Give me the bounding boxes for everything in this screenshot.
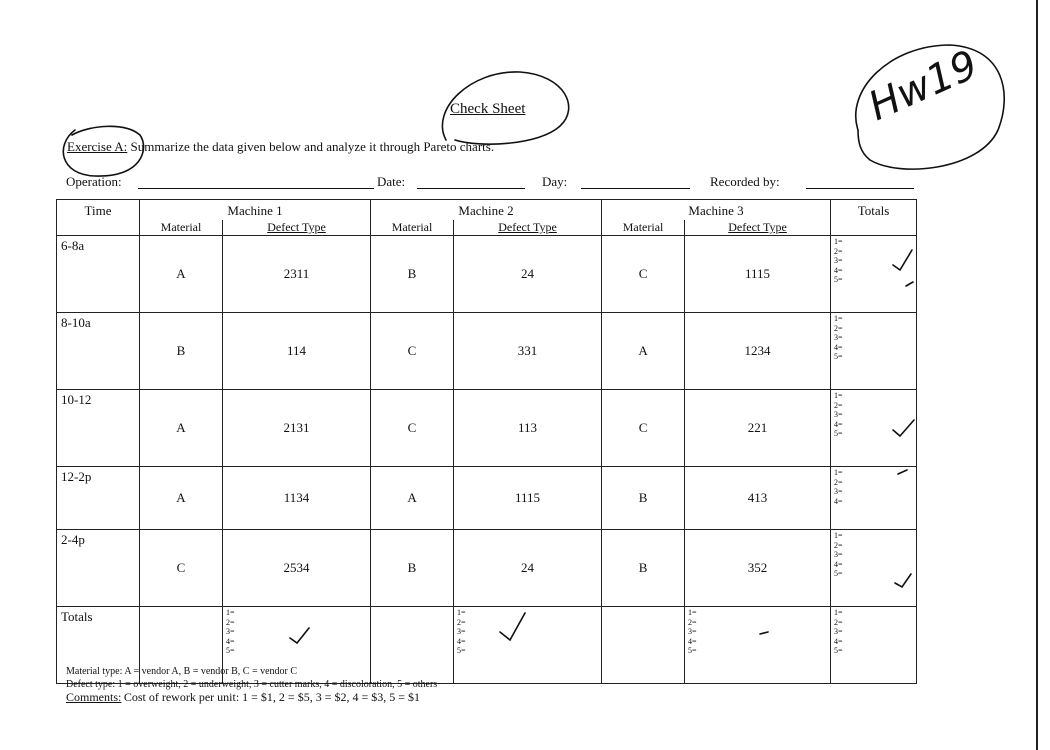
total-line: 2= [834, 400, 843, 410]
defect-cell: 2131 [223, 390, 371, 467]
defect-cell: 2534 [223, 530, 371, 607]
time-cell: 8-10a [57, 313, 140, 390]
row-totals [831, 236, 917, 313]
legend-footer [66, 665, 437, 705]
material-cell: A [371, 467, 454, 530]
page-edge-line [1036, 0, 1038, 750]
row-totals [831, 467, 917, 530]
material-cell: A [602, 313, 685, 390]
material-cell: B [140, 313, 223, 390]
defect-cell: 1115 [685, 236, 831, 313]
material-cell: A [140, 390, 223, 467]
operation-field[interactable] [138, 188, 374, 189]
total-line: 4= [226, 636, 235, 646]
total-line: 3= [834, 333, 843, 342]
total-line: 1= [834, 468, 843, 477]
material-cell: C [602, 390, 685, 467]
total-line: 3= [688, 627, 697, 636]
table-row [57, 467, 917, 530]
m1-material-header: Material [140, 220, 223, 236]
machine-1-header: Machine 1 [140, 200, 371, 221]
defect-cell: 1134 [223, 467, 371, 530]
operation-label: Operation: [66, 174, 122, 189]
totals-row-label: Totals [57, 607, 140, 684]
total-line: 3= [834, 550, 843, 559]
m1-defect-header: Defect Type [223, 220, 371, 236]
total-line: 2= [834, 323, 843, 333]
m3-defect-header: Defect Type [685, 220, 831, 236]
material-cell: A [140, 467, 223, 530]
total-line: 2= [457, 617, 466, 627]
row-totals [831, 390, 917, 467]
date-label: Date: [377, 174, 406, 189]
defect-cell: 413 [685, 467, 831, 530]
date-field[interactable] [417, 188, 525, 189]
exercise-label: Exercise A: [67, 139, 128, 154]
machine-3-header: Machine 3 [602, 200, 831, 221]
empty-cell [602, 607, 685, 684]
total-line: 5= [834, 352, 843, 361]
time-cell: 2-4p [57, 530, 140, 607]
total-line: 4= [834, 342, 843, 352]
recorded-by-field[interactable] [806, 188, 914, 189]
defect-cell: 221 [685, 390, 831, 467]
header-fields [66, 174, 916, 192]
material-cell: C [140, 530, 223, 607]
comments-text: Cost of rework per unit: 1 = $1, 2 = $5, 3 = $2, 4 = $3, 5 = $1 [123, 690, 420, 704]
table-row [57, 530, 917, 607]
grand-totals [831, 607, 917, 684]
day-field[interactable] [581, 188, 690, 189]
defect-cell: 331 [454, 313, 602, 390]
defect-cell: 24 [454, 530, 602, 607]
time-cell: 6-8a [57, 236, 140, 313]
row-totals [831, 530, 917, 607]
total-line: 2= [834, 617, 843, 627]
total-line: 5= [226, 646, 235, 655]
total-line: 4= [834, 496, 843, 506]
total-line: 5= [834, 646, 843, 655]
recorded-by-label: Recorded by: [710, 174, 780, 189]
comments-label: Comments: [66, 690, 122, 704]
total-line: 5= [688, 646, 697, 655]
total-line: 1= [834, 531, 843, 540]
total-line: 3= [834, 487, 843, 496]
machine-3-totals [685, 607, 831, 684]
total-line: 3= [834, 256, 843, 265]
material-cell: A [140, 236, 223, 313]
total-line: 4= [688, 636, 697, 646]
total-line: 5= [457, 646, 466, 655]
total-line: 1= [457, 608, 466, 617]
total-line: 4= [834, 419, 843, 429]
total-line: 3= [834, 410, 843, 419]
material-cell: C [602, 236, 685, 313]
defect-type-legend: Defect type: 1 = overweight, 2 = underweight, 3 = cutter marks, 4 = discoloration, 5 = others [66, 679, 438, 690]
total-line: 5= [834, 569, 843, 578]
material-cell: B [602, 530, 685, 607]
day-label: Day: [542, 174, 568, 189]
time-cell: 12-2p [57, 467, 140, 530]
table-row [57, 390, 917, 467]
material-type-legend: Material type: A = vendor A, B = vendor B, C = vendor C [66, 666, 298, 677]
defect-cell: 352 [685, 530, 831, 607]
m2-defect-header: Defect Type [454, 220, 602, 236]
totals-header: Totals [831, 200, 917, 236]
total-line: 2= [688, 617, 697, 627]
total-line: 1= [834, 237, 843, 246]
total-line: 5= [834, 429, 843, 438]
page-title: Check Sheet [450, 101, 526, 117]
check-sheet-table [56, 199, 917, 684]
defect-cell: 2311 [223, 236, 371, 313]
time-header: Time [57, 200, 140, 236]
total-line: 2= [834, 246, 843, 256]
defect-cell: 1115 [454, 467, 602, 530]
table-row [57, 236, 917, 313]
total-line: 2= [834, 540, 843, 550]
exercise-text: Summarize the data given below and analyze it through Pareto charts. [130, 139, 495, 154]
total-line: 5= [834, 275, 843, 284]
defect-cell: 114 [223, 313, 371, 390]
defect-cell: 1234 [685, 313, 831, 390]
row-totals [831, 313, 917, 390]
defect-cell: 113 [454, 390, 602, 467]
material-cell: B [371, 530, 454, 607]
m3-material-header: Material [602, 220, 685, 236]
total-line: 4= [834, 559, 843, 569]
time-cell: 10-12 [57, 390, 140, 467]
total-line: 1= [834, 608, 843, 617]
total-line: 1= [226, 608, 235, 617]
defect-cell: 24 [454, 236, 602, 313]
material-cell: C [371, 390, 454, 467]
total-line: 4= [834, 265, 843, 275]
material-cell: B [371, 236, 454, 313]
total-line: 3= [226, 627, 235, 636]
total-line: 1= [834, 391, 843, 400]
machine-2-header: Machine 2 [371, 200, 602, 221]
total-line: 2= [834, 477, 843, 487]
m2-material-header: Material [371, 220, 454, 236]
total-line: 3= [834, 627, 843, 636]
machine-2-totals [454, 607, 602, 684]
exercise-instruction [67, 139, 494, 155]
total-line: 4= [457, 636, 466, 646]
total-line: 2= [226, 617, 235, 627]
handwritten-note: Hw19 [862, 41, 985, 131]
total-line: 1= [834, 314, 843, 323]
total-line: 4= [834, 636, 843, 646]
total-line: 3= [457, 627, 466, 636]
total-line: 1= [688, 608, 697, 617]
material-cell: B [602, 467, 685, 530]
material-cell: C [371, 313, 454, 390]
table-row [57, 313, 917, 390]
